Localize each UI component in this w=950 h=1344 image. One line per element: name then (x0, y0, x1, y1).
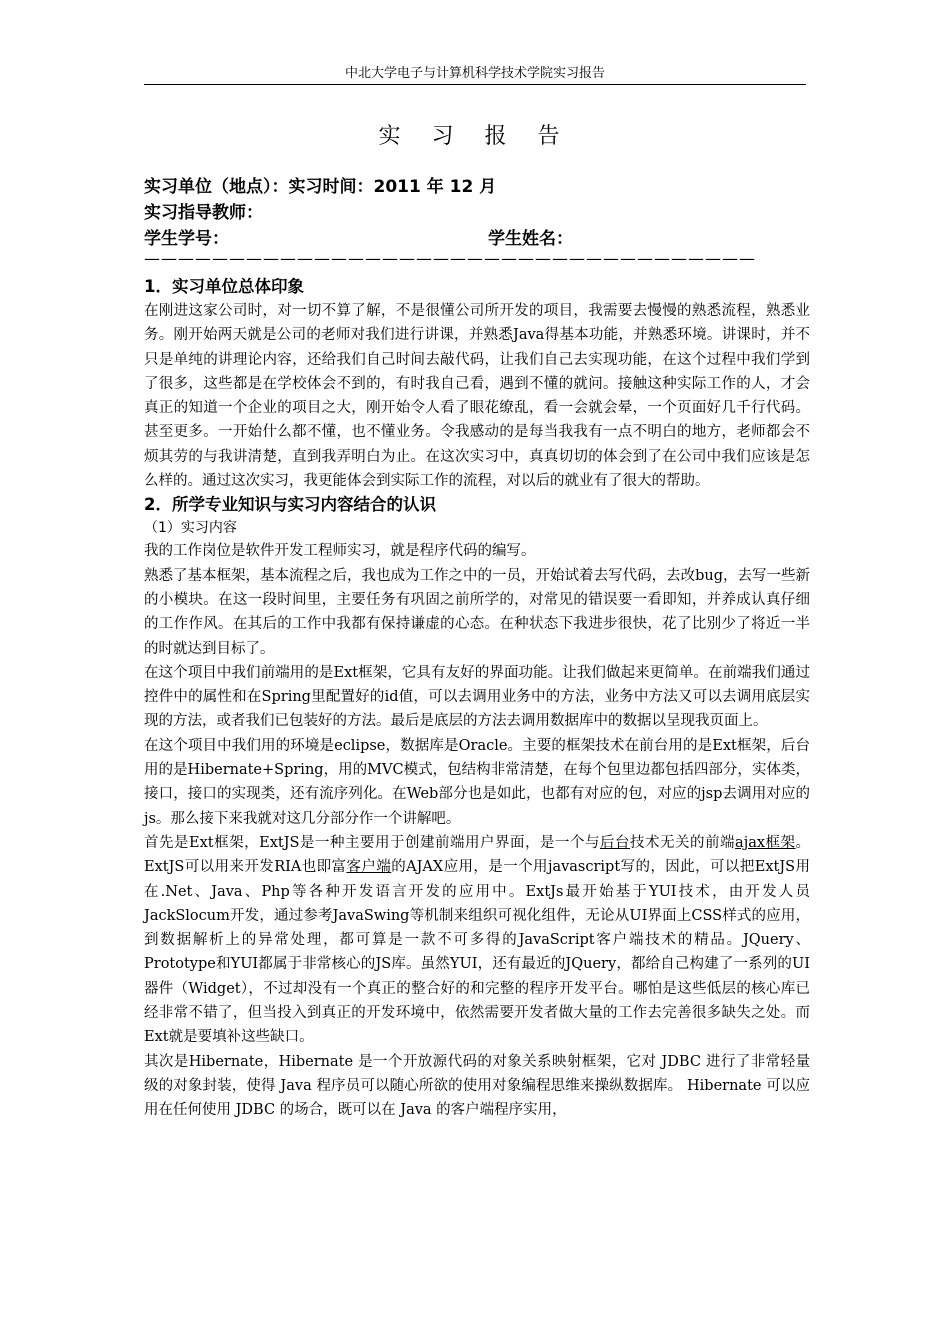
link-client[interactable]: 客户端 (346, 859, 392, 876)
section-1-heading: 1．实习单位总体印象 (144, 277, 304, 296)
section-1-paragraph: 在刚进这家公司时，对一切不算了解，不是很懂公司所开发的项目，我需要去慢慢的熟悉流程，熟悉业务。刚开始两天就是公司的老师对我们进行讲课，并熟悉Java得基本功能，并熟悉环境。讲课时，并不只是单纯的讲理论内容，还给我们自己时间去敲代码，让我们自己去实现功能，在这个过程中我们学到了很多，这些都是在学校体会不到的，有时我自己看，遇到不懂的就问。接触这种实际工作的人，才会真正的知道一个企业的项目之大，刚开始令人看了眼花缭乱，看一会就会晕，一个页面好几千行代码。甚至更多。一开始什么都不懂，也不懂业务。令我感动的是每当我我有一点不明白的地方，老师都会不烦其劳的与我讲清楚，直到我弄明白为止。在这次实习中，真真切切的体会到了在公司中我们应该是怎么样的。通过这次实习，我更能体会到实际工作的流程，对以后的就业有了很大的帮助。 (144, 303, 810, 490)
dashed-divider: ———————————————————————————————————— (144, 250, 756, 268)
link-backend[interactable]: 后台 (600, 834, 631, 851)
student-id-label: 学生学号： (144, 229, 229, 249)
paragraph-frontend: 在这个项目中我们前端用的是Ext框架，它具有友好的界面功能。让我们做起来更简单。在前端我们通过控件中的属性和在Spring里配置好的id值，可以去调用业务中的方法，业务中方法又可以去调用底层实现的方法，或者我们已包装好的方法。最后是底层的方法去调用数据库中的数据以呈现我页面上。 (144, 664, 810, 730)
extjs-text-c: 。ExtJS可以用来开发RIA也即富 (144, 834, 811, 876)
paragraph-hibernate: 其次是Hibernate，Hibernate 是一个开放源代码的对象关系映射框架，它对 JDBC 进行了非常轻量级的对象封装，使得 Java 程序员可以随心所欲的使用对象编程思维来操纵数据库。 Hibernate 可以应用在任何使用 JDBC 的场合，既可以在 Java 的客户端程序实用， (144, 1053, 810, 1119)
paragraph-extjs (144, 831, 810, 1050)
report-title: 实 习 报 告 (378, 124, 572, 149)
instructor-line: 实习指导教师： (144, 203, 263, 223)
paragraph-environment: 在这个项目中我们用的环境是eclipse，数据库是Oracle。主要的框架技术在前台用的是Ext框架，后台用的是Hibernate+Spring，用的MVC模式，包结构非常清楚，在每个包里边都包括四部分，实体类，接口，接口的实现类，还有流序列化。在Web部分也是如此，也都有对应的包，对应的jsp去调用对应的js。那么接下来我就对这几分部分作一个讲解吧。 (144, 737, 810, 827)
header-rule (144, 84, 806, 85)
link-ajax-framework[interactable]: ajax框架 (735, 834, 796, 851)
extjs-text-b: 技术无关的前端 (630, 834, 736, 851)
extjs-text-a: 首先是Ext框架，ExtJS是一种主要用于创建前端用户界面，是一个与 (144, 834, 600, 851)
extjs-text-d: 的AJAX应用，是一个用javascript写的，因此，可以把ExtJS用在.Net、Java、Php等各种开发语言开发的应用中。ExtJs最开始基于YUI技术，由开发人员JackSlocum开发，通过参考JavaSwing等机制来组织可视化组件，无论从UI界面上CSS样式的应用，到数据解析上的异常处理，都可算是一款不可多得的JavaScript客户端技术的精品。JQuery、 Prototype和YUI都属于非常核心的JS库。虽然YUI，还有最近的JQuery，都给自己构建了一系列的UI器件（Widget），不过却没有一个真正的整合好的和完整的程序开发平台。哪怕是这些低层的核心库已经非常不错了，但当投入到真正的开发环境中，依然需要开发者做大量的工作去完善很多缺失之处。而Ext就是要填补这些缺口。 (144, 859, 810, 1046)
section-2-heading: 2．所学专业知识与实习内容结合的认识 (144, 495, 436, 515)
student-name-label: 学生姓名： (488, 229, 573, 249)
paragraph-job-role: 我的工作岗位是软件开发工程师实习，就是程序代码的编写。 (144, 543, 536, 560)
subsection-heading: （1）实习内容 (144, 520, 237, 537)
report-body (144, 275, 810, 1123)
page-header: 中北大学电子与计算机科学技术学院实习报告 (344, 66, 605, 81)
paragraph-framework: 熟悉了基本框架，基本流程之后，我也成为工作之中的一员，开始试着去写代码，去改bug，去写一些新的小模块。在这一段时间里，主要任务有巩固之前所学的，对常见的错误要一看即知，并养成认真仔细的工作作风。在其后的工作中我都有保持谦虚的心态。在种状态下我进步很快，花了比别少了将近一半的时就达到目标了。 (144, 567, 810, 657)
internship-unit-line: 实习单位（地点）：实习时间：2011 年 12 月 (144, 177, 497, 197)
